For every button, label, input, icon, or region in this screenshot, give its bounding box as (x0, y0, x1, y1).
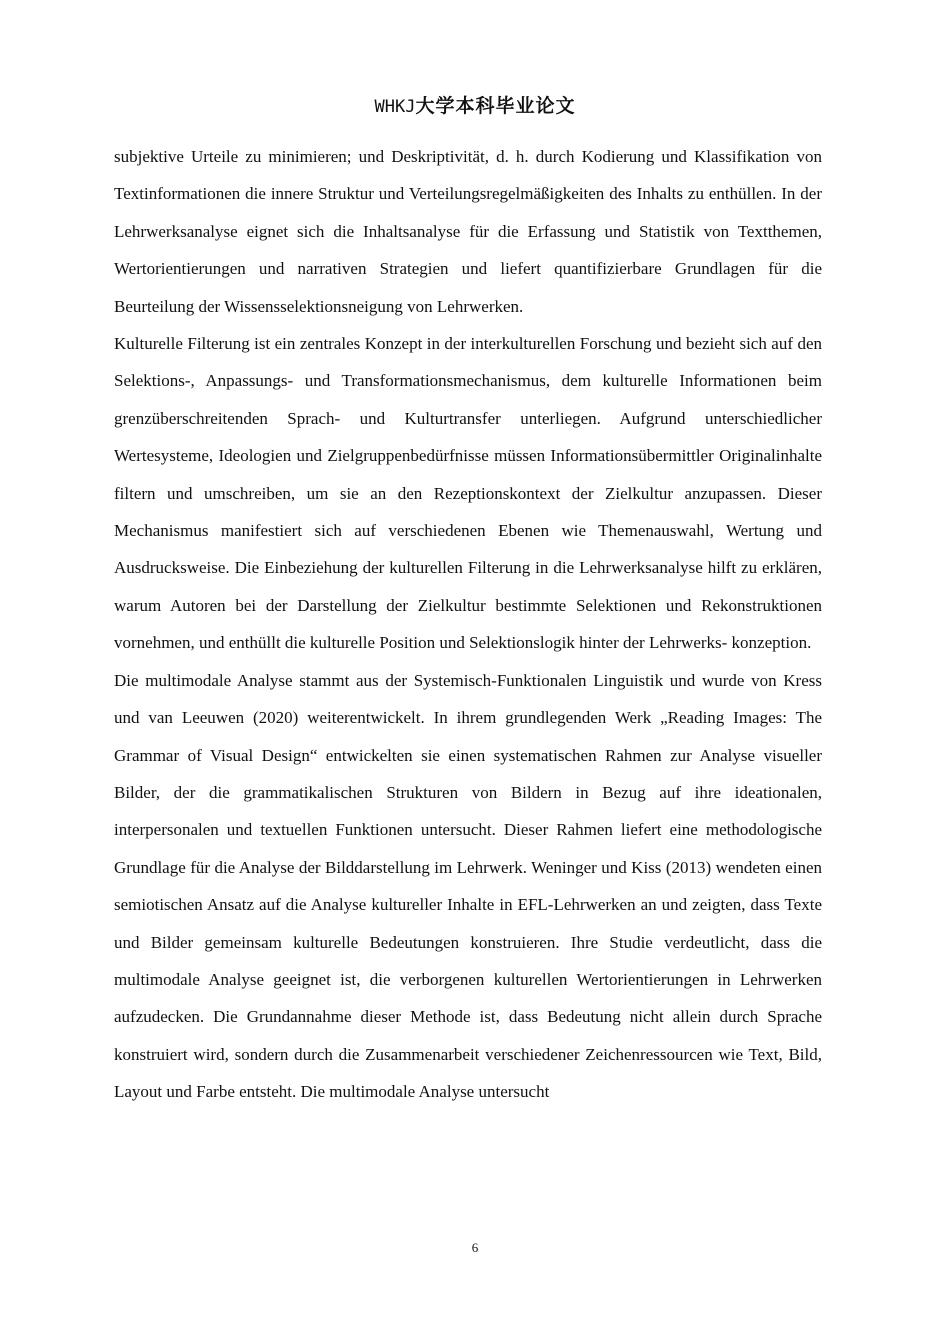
header-cjk-text: 大学本科毕业论文 (415, 95, 576, 117)
paragraph-multimodal-analysis: Die multimodale Analyse stammt aus der Systemisch-Funktionalen Linguistik und wurde von Kress und van Leeuwen (2020) weiterentwickelt. In ihrem grundlegenden Werk „Reading Images: The Grammar of Visual Design“ entwickelten sie einen systematischen Rahmen zur Analyse visueller Bilder, der die grammatikalischen Strukturen von Bildern in Bezug auf ihre ideationalen, interpersonalen und textuellen Funktionen untersucht. Dieser Rahmen liefert eine methodologische Grundlage für die Analyse der Bilddarstellung im Lehrwerk. Weninger und Kiss (2013) wendeten einen semiotischen Ansatz auf die Analyse kultureller Inhalte in EFL-Lehrwerken an und zeigten, dass Texte und Bilder gemeinsam kulturelle Bedeutungen konstruieren. Ihre Studie verdeutlicht, dass die multimodale Analyse geeignet ist, die verborgenen kulturellen Wertorientierungen in Lehrwerken aufzudecken. Die Grundannahme dieser Methode ist, dass Bedeutung nicht allein durch Sprache konstruiert wird, sondern durch die Zusammenarbeit verschiedener Zeichenressourcen wie Text, Bild, Layout und Farbe entsteht. Die multimodale Analyse untersucht (114, 670, 822, 1102)
page-number: 6 (471, 1240, 479, 1255)
paragraph-content-analysis: subjektive Urteile zu minimieren; und Deskriptivität, d. h. durch Kodierung und Klassifikation von Textinformationen die innere Struktur und Verteilungsregelmäßigkeiten des Inhalts zu enthüllen. In der Lehrwerksanalyse eignet sich die Inhaltsanalyse für die Erfassung und Statistik von Textthemen, Wertorientierungen und narrativen Strategien und liefert quantifizierbare Grundlagen für die Beurteilung der Wissensselektionsneigung von Lehrwerken. (114, 147, 822, 316)
body-text (114, 138, 822, 1111)
page-header (0, 94, 950, 119)
paragraph-cultural-filtering: Kulturelle Filterung ist ein zentrales Konzept in der interkulturellen Forschung und bezieht sich auf den Selektions-, Anpassungs- und Transformationsmechanismus, dem kulturelle Informationen beim grenzüberschreitenden Sprach- und Kulturtransfer unterliegen. Aufgrund unterschiedlicher Wertesysteme, Ideologien und Zielgruppenbedürfnisse müssen Informationsübermittler Originalinhalte filtern und umschreiben, um sie an den Rezeptionskontext der Zielkultur anzupassen. Dieser Mechanismus manifestiert sich auf verschiedenen Ebenen wie Themenauswahl, Wertung und Ausdrucksweise. Die Einbeziehung der kulturellen Filterung in die Lehrwerksanalyse hilft zu erklären, warum Autoren bei der Darstellung der Zielkultur bestimmte Selektionen und Rekonstruktionen vornehmen, und enthüllt die kulturelle Position und Selektionslogik hinter der Lehrwerks- konzeption. (114, 334, 822, 653)
header-latin-text: WHKJ (374, 97, 416, 117)
